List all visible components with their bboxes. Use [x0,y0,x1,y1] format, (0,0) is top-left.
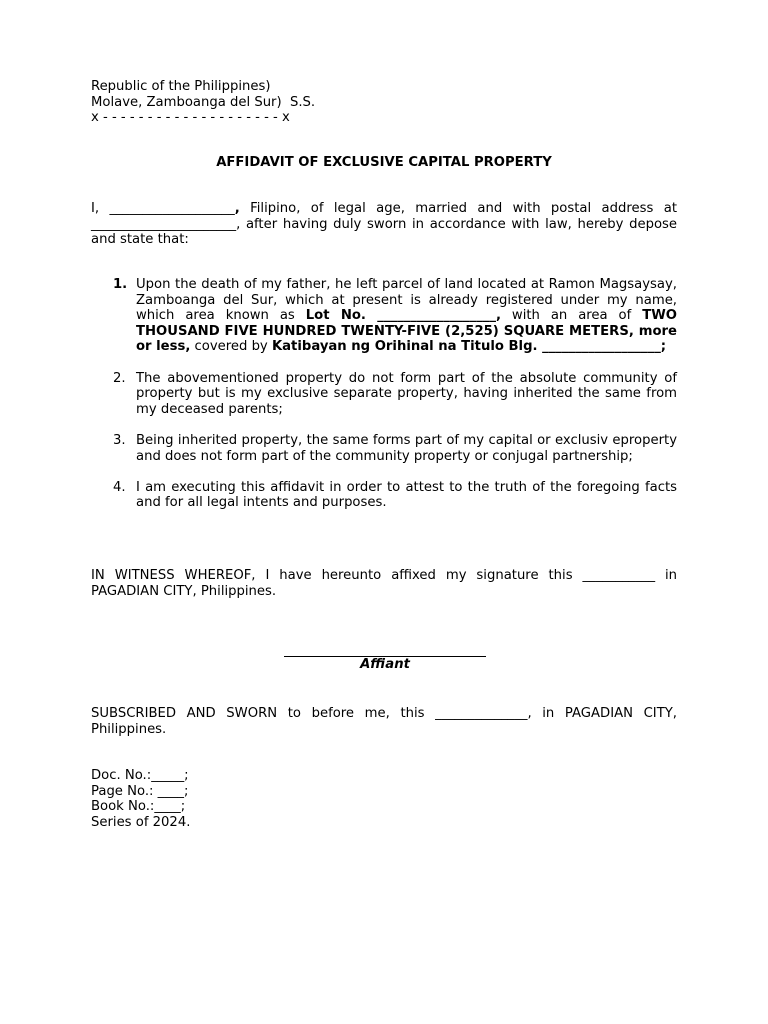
item-text: I am executing this affidavit in order to attest to the truth of the foregoing facts and for all legal intents and purposes. [136,479,677,511]
witness-paragraph: IN WITNESS WHEREOF, I have hereunto affixed my signature this ___________ in PAGADIAN CITY, Philippines. [91,568,677,599]
affiant-label: Affiant [360,657,410,672]
item-text: The abovementioned property do not form part of the absolute community of property but is my exclusive separate property, having inherited the same from my deceased parents; [136,370,677,417]
subscribed-paragraph: SUBSCRIBED AND SWORN to before me, this ______________, in PAGADIAN CITY, Philippines. [91,706,677,737]
venue-country: Republic of the Philippines) [91,79,271,94]
affiant-name-blank: I, ___________________ [91,201,235,216]
lot-number-blank: Lot No. __________________, [305,308,501,324]
item-text: Being inherited property, the same forms part of my capital or exclusiv eproperty and does not form part of the community property or conjugal partnership; [136,432,677,464]
venue-municipality: Molave, Zamboanga del Sur) S.S. [91,94,316,110]
title-number-blank: Katibayan ng Orihinal na Titulo Blg. __________________; [271,339,667,355]
deposition-list [91,277,677,527]
page-number: Page No.: ____; [91,783,189,799]
list-item-number: 4. [113,479,126,495]
list-item [91,433,677,464]
list-item-number: 1. [113,277,128,292]
item-text: covered by [190,339,272,355]
affiant-signature [284,645,486,673]
land-area: TWO THOUSAND FIVE HUNDRED TWENTY-FIVE (2,525) SQUARE METERS, more or less, [136,308,677,355]
doc-number: Doc. No.:_____; [91,768,189,783]
document-title: AFFIDAVIT OF EXCLUSIVE CAPITAL PROPERTY [216,155,552,170]
list-item [91,480,677,511]
venue-block [91,79,677,126]
signature-line [284,645,486,657]
list-item-number: 3. [113,432,126,448]
list-item [91,277,677,355]
item-text: Upon the death of my father, he left parcel of land located at Ramon Magsaysay, Zamboanga del Sur, which at present is already registered under my name, which area known as [136,277,677,324]
list-item-number: 2. [113,370,126,386]
intro-text: Filipino, of legal age, married and with postal address at ______________________, after having duly sworn in accordance with law, hereby depose and state that: [91,201,677,248]
series-year: Series of 2024. [91,814,191,830]
item-text: with an area of [500,308,643,324]
list-item [91,371,677,418]
intro-paragraph [91,201,677,248]
book-number: Book No.:____; [91,799,186,815]
venue-separator: x - - - - - - - - - - - - - - - - - - - - x [91,110,290,126]
notary-block [91,768,677,830]
intro-comma: , [234,201,240,216]
